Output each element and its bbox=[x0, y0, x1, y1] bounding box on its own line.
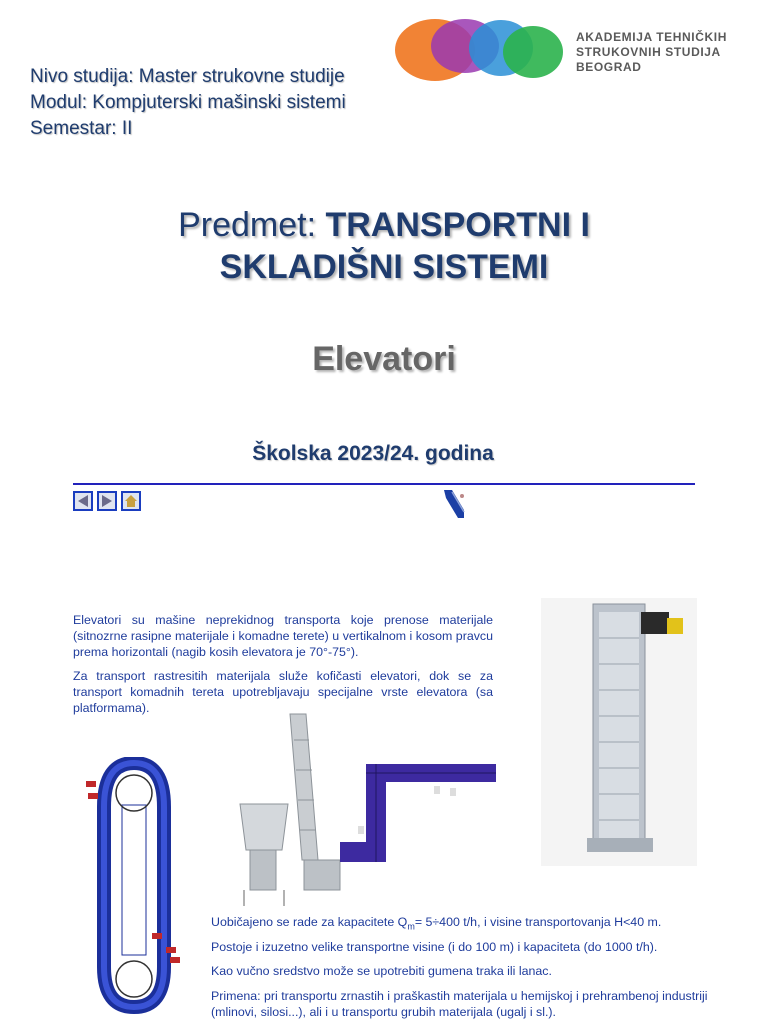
height-line: Postoje i izuzetno velike transportne visine (i do 100 m) i kapaciteta (do 1000 t/h). bbox=[211, 940, 658, 954]
academy-logo bbox=[393, 16, 568, 86]
divider bbox=[73, 483, 695, 485]
topic-title: Elevatori bbox=[312, 340, 456, 378]
study-level: Nivo studija: Master strukovne studije bbox=[30, 66, 345, 87]
vertical-elevator-image bbox=[541, 598, 697, 866]
capacity-line: Uobičajeno se rade za kapacitete $Q_m= 5\div 400$ t/h, i visine transportovanja H<40 m. bbox=[211, 915, 662, 932]
z-elevator-image bbox=[340, 752, 498, 870]
course-info bbox=[30, 64, 346, 142]
page-title: Predmet: TRANSPORTNI I SKLADIŠNI SISTEMI bbox=[178, 206, 590, 286]
next-button[interactable] bbox=[97, 491, 117, 511]
application-line: Primena: pri transportu zrnastih i praškastih materijala u hemijskoj i prehrambenoj industriji (mlinovi, silosi...), ali i u transportu grubih materijala (ugalj i sl.). bbox=[211, 989, 708, 1019]
paragraph-types: Za transport rastresitih materijala služe kofičasti elevatori, dok se za transport komadnih tereta upotrebljavaju specijalne vrste elevatora (sa platformama). bbox=[73, 669, 493, 715]
school-year: Školska 2023/24. godina bbox=[252, 442, 494, 465]
elevator-icon bbox=[438, 486, 472, 520]
paragraph-intro: Elevatori su mašine neprekidnog transporta koje prenose materijale (sitnozrne rasipne materijale i komadne terete) u vertikalnom i kosom pravcu prema horizontali (nagib kosih elevatora je 70°-75°). bbox=[73, 613, 493, 659]
prev-button[interactable] bbox=[73, 491, 93, 511]
institution-name: AKADEMIJA TEHNIČKIH STRUKOVNIH STUDIJA BEOGRAD bbox=[576, 30, 727, 74]
semester: Semestar: II bbox=[30, 118, 133, 139]
home-button[interactable] bbox=[121, 491, 141, 511]
home-icon bbox=[124, 494, 138, 508]
module: Modul: Kompjuterski mašinski sistemi bbox=[30, 92, 346, 113]
triangle-right-icon bbox=[100, 494, 114, 508]
traction-line: Kao vučno sredstvo može se upotrebiti gumena traka ili lanac. bbox=[211, 964, 552, 978]
triangle-left-icon bbox=[76, 494, 90, 508]
bucket-elevator-diagram bbox=[82, 757, 188, 1025]
inclined-elevator-image bbox=[234, 710, 346, 910]
